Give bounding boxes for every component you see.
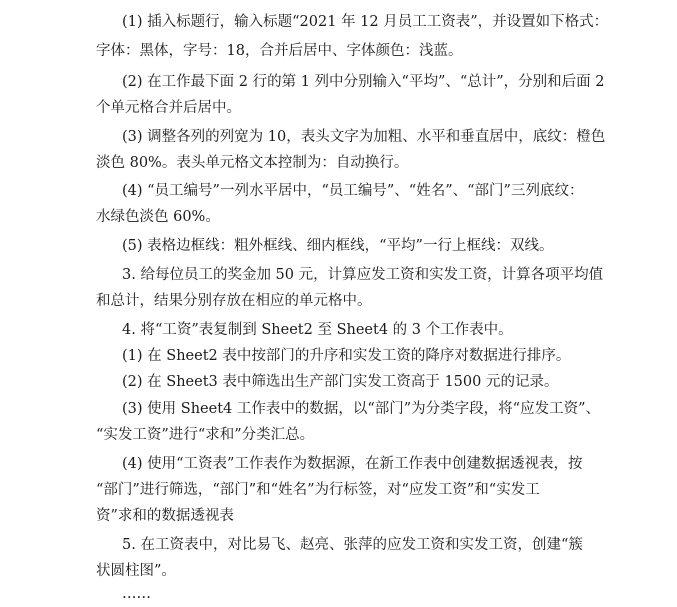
- ellipsis: ……: [122, 586, 151, 602]
- text-line: 个单元格合并后居中。: [96, 100, 241, 116]
- text-line: (4) “员工编号”一列水平居中，“员工编号”、“姓名”、“部门”三列底纹：: [122, 183, 584, 199]
- text-line: “实发工资”进行“求和”分类汇总。: [96, 427, 315, 443]
- text-line: “部门”进行筛选，“部门”和“姓名”为行标签，对“应发工资”和“实发工: [96, 482, 540, 498]
- text-line: (1) 插入标题行，输入标题“2021 年 12 月员工工资表”，并设置如下格式：: [122, 14, 609, 30]
- text-line: (1) 在 Sheet2 表中按部门的升序和实发工资的降序对数据进行排序。: [122, 348, 571, 364]
- text-line: (3) 调整各列的列宽为 10，表头文字为加粗、水平和垂直居中，底纹：橙色: [122, 129, 606, 145]
- text-line: 和总计，结果分别存放在相应的单元格中。: [96, 293, 372, 309]
- text-line: 字体：黑体，字号：18，合并后居中、字体颜色：浅蓝。: [96, 43, 463, 59]
- text-line: 水绿色淡色 60%。: [96, 209, 220, 225]
- text-line: 5. 在工资表中，对比易飞、赵亮、张萍的应发工资和实发工资，创建“簇: [122, 537, 583, 553]
- text-line: 淡色 80%。表头单元格文本控制为：自动换行。: [96, 155, 409, 171]
- text-line: (2) 在工作最下面 2 行的第 1 列中分别输入“平均”、“总计”，分别和后面 2: [122, 74, 605, 90]
- text-line: (3) 使用 Sheet4 工作表中的数据，以“部门”为分类字段，将“应发工资”、: [122, 401, 601, 417]
- text-line: 3. 给每位员工的奖金加 50 元，计算应发工资和实发工资，计算各项平均值: [122, 267, 604, 283]
- text-line: 状圆柱图”。: [96, 563, 176, 579]
- text-line: (5) 表格边框线：粗外框线、细内框线，“平均”一行上框线：双线。: [122, 238, 554, 254]
- text-line: (4) 使用“工资表”工作表作为数据源，在新工作表中创建数据透视表，按: [122, 456, 583, 472]
- text-line: 资”求和的数据透视表: [96, 508, 234, 524]
- text-line: 4. 将“工资”表复制到 Sheet2 至 Sheet4 的 3 个工作表中。: [122, 322, 513, 338]
- text-line: (2) 在 Sheet3 表中筛选出生产部门实发工资高于 1500 元的记录。: [122, 374, 559, 390]
